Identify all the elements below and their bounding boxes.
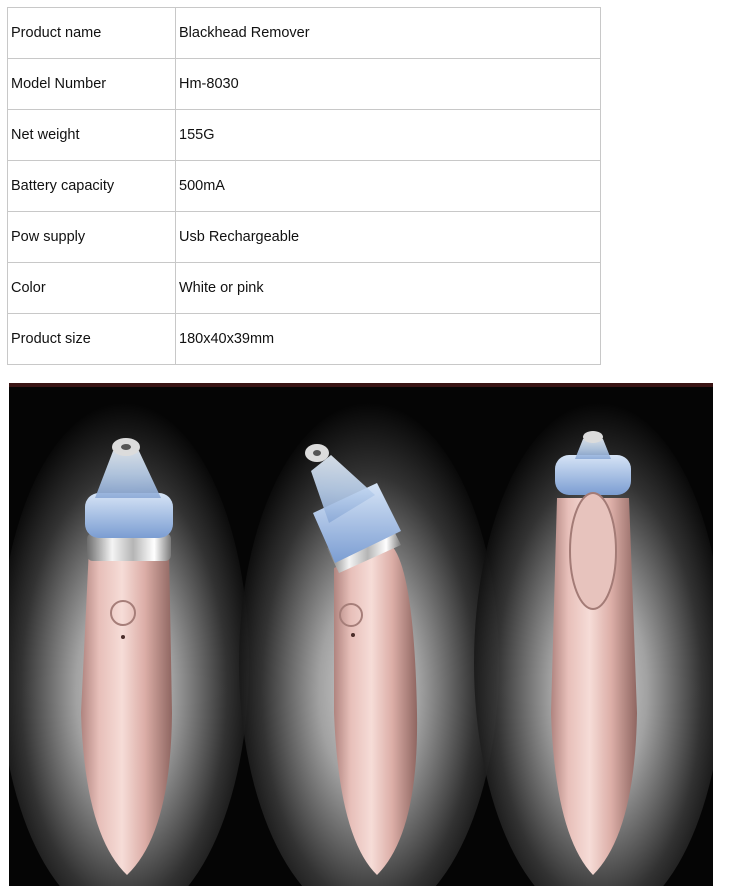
table-row xyxy=(8,59,601,110)
spec-label: Color xyxy=(8,263,176,314)
spec-value: Usb Rechargeable xyxy=(176,212,601,263)
product-photo xyxy=(9,383,713,886)
spec-value: 500mA xyxy=(176,161,601,212)
spec-label: Net weight xyxy=(8,110,176,161)
spec-label: Pow supply xyxy=(8,212,176,263)
device-front-view xyxy=(81,438,173,875)
spec-value: 155G xyxy=(176,110,601,161)
spec-value: White or pink xyxy=(176,263,601,314)
table-row xyxy=(8,212,601,263)
spec-label: Battery capacity xyxy=(8,161,176,212)
spec-value: 180x40x39mm xyxy=(176,314,601,365)
spec-table xyxy=(7,7,601,365)
table-row xyxy=(8,110,601,161)
spec-label: Model Number xyxy=(8,59,176,110)
spec-value: Hm-8030 xyxy=(176,59,601,110)
spec-label: Product size xyxy=(8,314,176,365)
table-row xyxy=(8,314,601,365)
table-row xyxy=(8,161,601,212)
table-row xyxy=(8,8,601,59)
spec-value: Blackhead Remover xyxy=(176,8,601,59)
spec-label: Product name xyxy=(8,8,176,59)
product-photo-svg xyxy=(9,383,713,886)
table-row xyxy=(8,263,601,314)
